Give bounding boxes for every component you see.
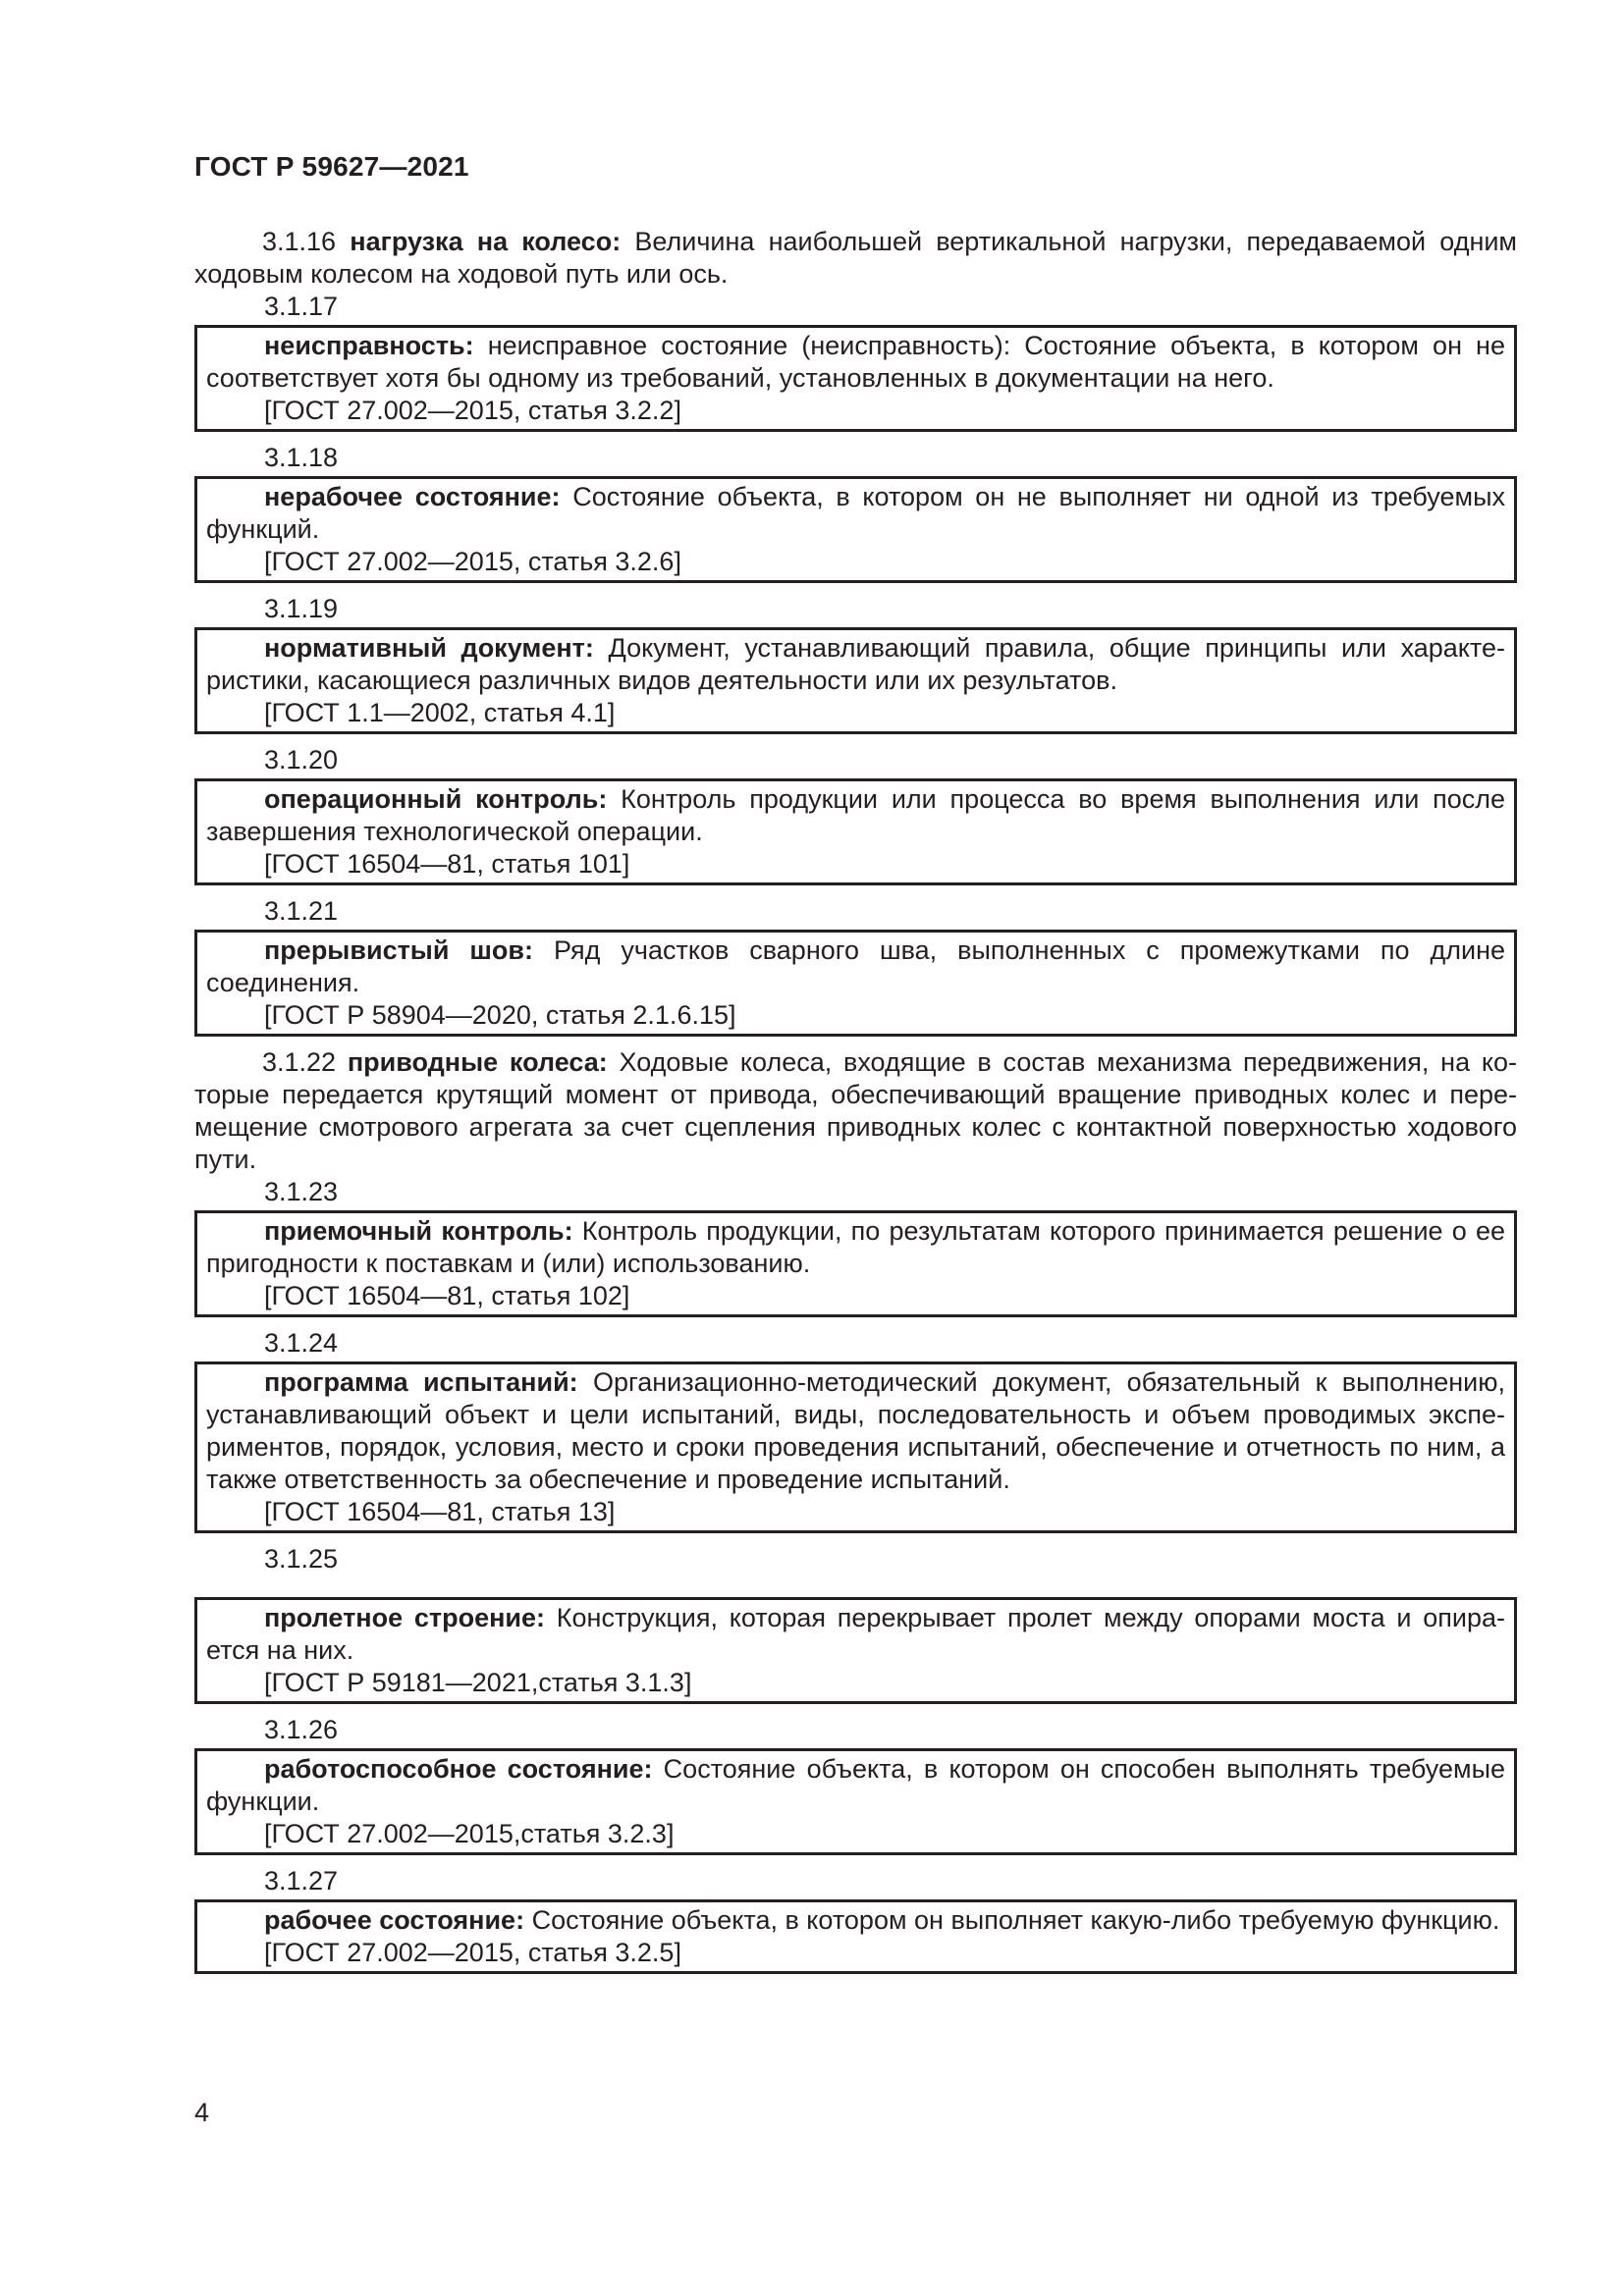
term-name: прерывистый шов: — [264, 935, 533, 965]
term-definition-paragraph — [206, 632, 1505, 697]
entry-number: 3.1.20 — [264, 745, 339, 774]
entry-number: 3.1.17 — [264, 292, 339, 321]
term-definition-paragraph — [206, 1602, 1505, 1667]
term-entry-3-1-16 — [194, 226, 1517, 291]
term-definition: Состояние объекта, в котором он способен выполнять требуемые функции. — [206, 1754, 1505, 1816]
term-definition-paragraph — [206, 1366, 1505, 1496]
term-source-reference: [ГОСТ Р 58904—2020, статья 2.1.6.15] — [264, 1000, 736, 1030]
term-definition: Величина наибольшей вертикальной нагрузки, передаваемой одним ходовым колесом на ходовой путь или ось. — [194, 227, 1517, 289]
entry-number: 3.1.22 — [262, 1047, 337, 1077]
entry-number: 3.1.25 — [264, 1544, 339, 1574]
term-definition-paragraph — [206, 330, 1505, 395]
term-entry-3-1-22 — [194, 1046, 1517, 1176]
term-box-3-1-19 — [194, 627, 1517, 734]
entry-number: 3.1.23 — [264, 1177, 339, 1206]
term-name: нормативный документ: — [264, 633, 594, 663]
term-source-reference: [ГОСТ Р 59181—2021,статья 3.1.3] — [264, 1668, 692, 1697]
terms-section — [194, 226, 1517, 1984]
term-name: приводные колеса: — [347, 1047, 608, 1077]
term-source-reference: [ГОСТ 16504—81, статья 102] — [264, 1281, 630, 1310]
term-box-3-1-18 — [194, 476, 1517, 583]
term-definition: Конструкция, которая перекрывает пролет между опорами моста и опира-ется на них. — [206, 1603, 1505, 1665]
page-number: 4 — [194, 2098, 210, 2127]
term-source-reference: [ГОСТ 27.002—2015, статья 3.2.6] — [264, 547, 681, 576]
term-name: нерабочее состояние: — [264, 482, 561, 511]
term-definition: Состояние объекта, в котором он выполняет какую-либо требуемую функцию. — [524, 1905, 1500, 1935]
term-name: приемочный контроль: — [264, 1216, 573, 1246]
term-name: работоспособное состояние: — [264, 1754, 653, 1784]
term-definition-paragraph — [206, 1215, 1505, 1280]
entry-number: 3.1.19 — [264, 594, 339, 623]
term-source-reference: [ГОСТ 27.002—2015, статья 3.2.2] — [264, 396, 681, 425]
term-definition: Контроль продукции, по результатам которого принимается решение о ее пригодности к поставкам и (или) использованию. — [206, 1216, 1505, 1278]
term-source-reference: [ГОСТ 27.002—2015,статья 3.2.3] — [264, 1819, 675, 1848]
term-source-reference: [ГОСТ 16504—81, статья 13] — [264, 1497, 616, 1526]
entry-number: 3.1.26 — [264, 1715, 339, 1744]
term-name: пролетное строение: — [264, 1603, 546, 1632]
term-definition: Ходовые колеса, входящие в состав механизма передвижения, на ко-торые передается крутящий момент от привода, обеспечивающий вращение приводных колес и пере-мещение смотрового агрегата за счет сцепления приводных колес с контактной поверхностью ходового пути. — [194, 1047, 1517, 1174]
term-definition: Ряд участков сварного шва, выполненных с промежутками по длине соединения. — [206, 935, 1505, 997]
term-source-reference: [ГОСТ 16504—81, статья 101] — [264, 849, 630, 879]
term-box-3-1-27 — [194, 1899, 1517, 1974]
term-name: нагрузка на колесо: — [350, 227, 622, 256]
entry-number: 3.1.16 — [262, 227, 337, 256]
term-box-3-1-24 — [194, 1362, 1517, 1533]
term-box-3-1-26 — [194, 1748, 1517, 1855]
term-box-3-1-20 — [194, 778, 1517, 885]
term-source-reference: [ГОСТ 1.1—2002, статья 4.1] — [264, 698, 616, 727]
entry-number: 3.1.18 — [264, 443, 339, 472]
document-code-header: ГОСТ Р 59627—2021 — [194, 151, 469, 182]
entry-number: 3.1.24 — [264, 1328, 339, 1358]
term-definition-paragraph — [206, 934, 1505, 999]
term-source-reference: [ГОСТ 27.002—2015, статья 3.2.5] — [264, 1938, 681, 1967]
term-box-3-1-17 — [194, 325, 1517, 432]
term-definition-paragraph — [206, 1904, 1505, 1937]
term-definition: Контроль продукции или процесса во время выполнения или после завершения технологической операции. — [206, 784, 1505, 846]
term-box-3-1-21 — [194, 930, 1517, 1037]
term-definition-paragraph — [206, 783, 1505, 848]
term-box-3-1-23 — [194, 1210, 1517, 1317]
term-name: операционный контроль: — [264, 784, 608, 814]
term-definition: неисправное состояние (неисправность): Состояние объекта, в котором он не соответствует хотя бы одному из требований, установленных в документации на него. — [206, 331, 1505, 393]
term-definition-paragraph — [206, 1753, 1505, 1818]
term-box-3-1-25 — [194, 1597, 1517, 1704]
entry-number: 3.1.27 — [264, 1866, 339, 1896]
term-name: рабочее состояние: — [264, 1905, 525, 1935]
entry-number: 3.1.21 — [264, 896, 339, 926]
term-definition: Документ, устанавливающий правила, общие принципы или характе-ристики, касающиеся различных видов деятельности или их результатов. — [206, 633, 1505, 695]
term-definition-paragraph — [206, 481, 1505, 546]
term-definition: Состояние объекта, в котором он не выполняет ни одной из требуемых функций. — [206, 482, 1505, 544]
term-name: неисправность: — [264, 331, 474, 360]
term-definition: Организационно-методический документ, обязательный к выполнению, устанавливающий объект и цели испытаний, виды, последовательность и объем проводимых экспе-риментов, порядок, условия, место и сроки проведения испытаний, обеспечение и отчетность по ним, а также ответственность за обеспечение и проведение испытаний. — [206, 1367, 1505, 1494]
term-name: программа испытаний: — [264, 1367, 578, 1397]
